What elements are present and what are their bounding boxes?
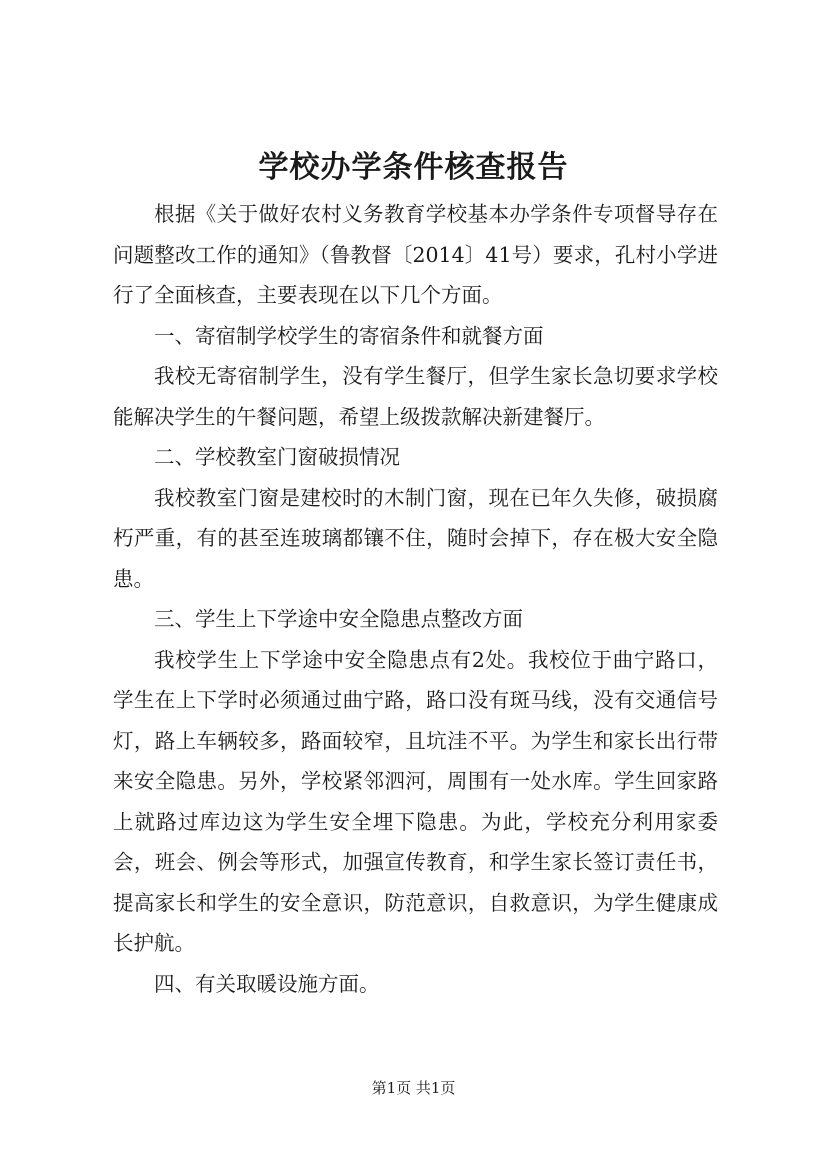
document-title: 学校办学条件核查报告 xyxy=(258,150,569,185)
page-footer: 第1页 共1页 xyxy=(371,1079,456,1097)
section-heading-commute-safety: 三、学生上下学途中安全隐患点整改方面 xyxy=(154,607,523,631)
section-heading-boarding: 一、寄宿制学校学生的寄宿条件和就餐方面 xyxy=(154,323,544,348)
section-heading-heating: 四、有关取暖设施方面。 xyxy=(154,971,380,996)
paragraph-intro: 根据《关于做好农村义务教育学校基本办学条件专项督导存在问题整改工作的通知》（鲁教督〔2014〕41号）要求，孔村小学进行了全面核查，主要表现在以下几个方面。 xyxy=(113,202,718,307)
paragraph-windows: 我校教室门窗是建校时的木制门窗，现在已年久失修，破损腐朽严重，有的甚至连玻璃都镶不住，随时会掉下，存在极大安全隐患。 xyxy=(113,485,718,591)
paragraph-commute-safety: 我校学生上下学途中安全隐患点有2处。我校位于曲宁路口，学生在上下学时必须通过曲宁路，路口没有斑马线，没有交通信号灯，路上车辆较多，路面较窄，且坑洼不平。为学生和家长出行带来安全隐患。另外，学校紧邻泗河，周围有一处水库。学生回家路上就路过库边这为学生安全埋下隐患。为此，学校充分利用家委会，班会、例会等形式，加强宣传教育，和学生家长签订责任书，提高家长和学生的安全意识，防范意识，自救意识，为学生健康成长护航。 xyxy=(113,647,718,955)
paragraph-boarding: 我校无寄宿制学生，没有学生餐厅，但学生家长急切要求学校能解决学生的午餐问题，希望上级拨款解决新建餐厅。 xyxy=(113,364,718,429)
document-body xyxy=(113,194,718,1004)
section-heading-windows: 二、学校教室门窗破损情况 xyxy=(154,445,400,469)
